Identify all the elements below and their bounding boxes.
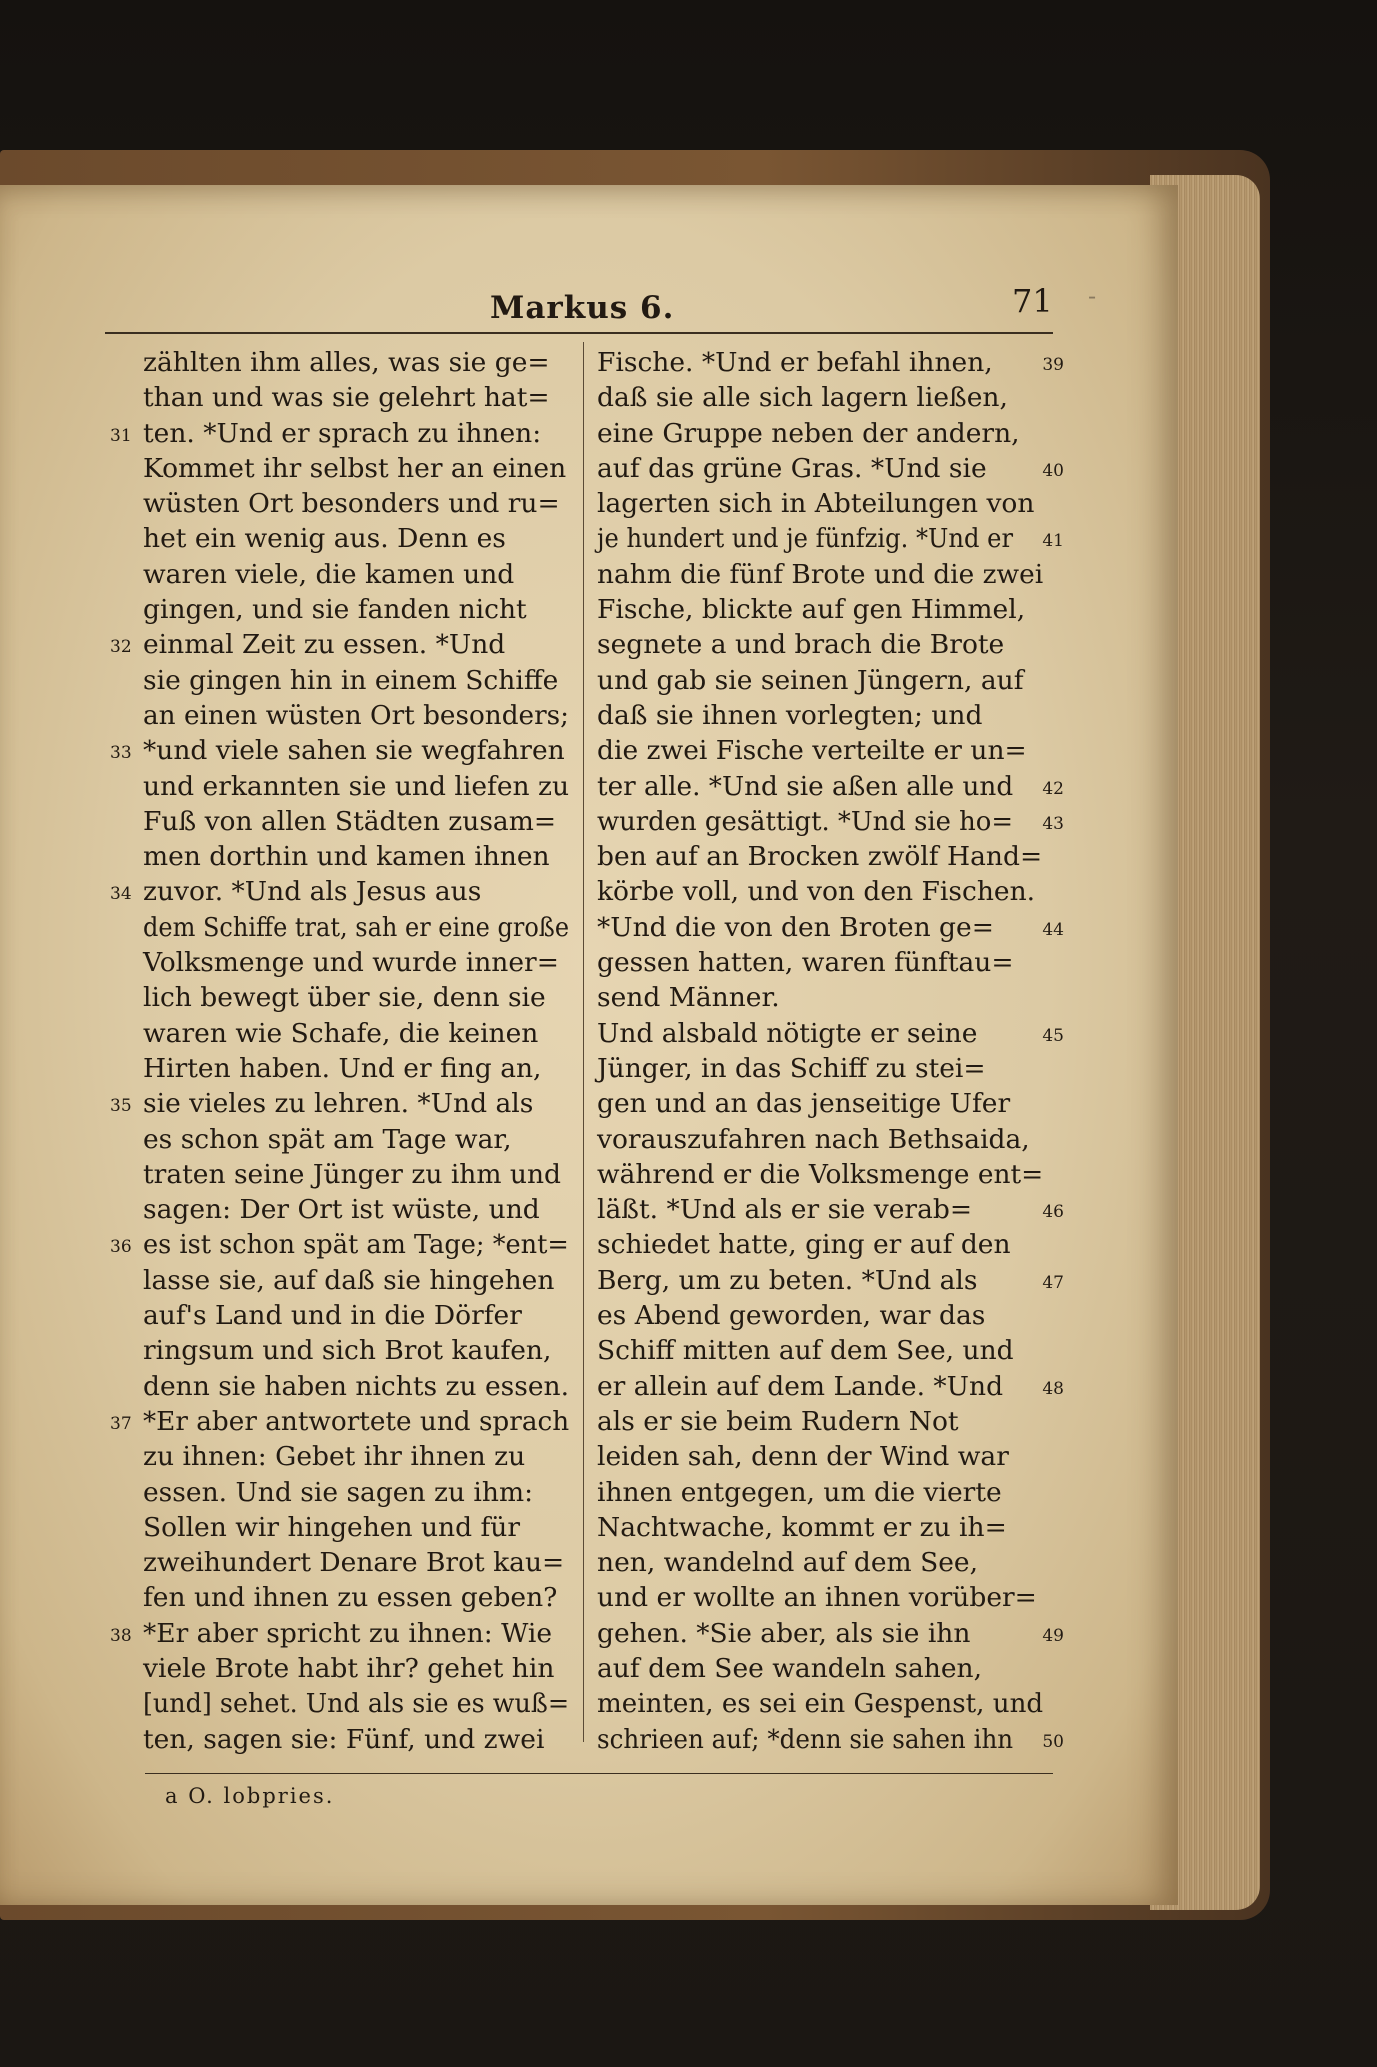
text-line bbox=[143, 663, 573, 698]
text-line bbox=[110, 874, 573, 909]
line-text: ihnen entgegen, um die vierte bbox=[597, 1476, 1002, 1508]
text-line bbox=[143, 1439, 573, 1474]
line-text: Kommet ihr selbst her an einen bbox=[143, 452, 567, 484]
text-line bbox=[597, 769, 1064, 804]
text-line bbox=[143, 1333, 573, 1368]
text-line bbox=[143, 557, 573, 592]
text-line bbox=[597, 1439, 1047, 1474]
line-text: die zwei Fische verteilte er un= bbox=[597, 735, 1027, 767]
verse-number: 38 bbox=[110, 1625, 132, 1646]
verse-number: 34 bbox=[110, 884, 132, 905]
text-line bbox=[143, 1192, 573, 1227]
text-line bbox=[597, 345, 1064, 380]
text-line bbox=[143, 1369, 573, 1404]
line-text: leiden sah, denn der Wind war bbox=[597, 1441, 1009, 1473]
line-text: zählten ihm alles, was sie ge= bbox=[143, 347, 550, 378]
verse-number: 47 bbox=[1042, 1272, 1064, 1293]
line-text: Fuß von allen Städten zusam= bbox=[143, 805, 557, 837]
footnote: a O. lobpries. bbox=[165, 1784, 335, 1808]
line-text: lasse sie, auf daß sie hingehen bbox=[143, 1264, 555, 1296]
line-text: sie gingen hin in einem Schiffe bbox=[143, 664, 559, 696]
line-text: Und alsbald nötigte er seine bbox=[597, 1017, 978, 1049]
line-text: Volksmenge und wurde inner= bbox=[143, 947, 559, 979]
line-text: viele Brote habt ihr? gehet hin bbox=[143, 1652, 555, 1684]
text-line bbox=[597, 486, 1047, 521]
text-line bbox=[597, 451, 1064, 486]
verse-number: 35 bbox=[110, 1096, 132, 1117]
text-line bbox=[143, 345, 573, 380]
text-line bbox=[597, 627, 1047, 662]
text-line bbox=[143, 1263, 573, 1298]
text-line bbox=[597, 1086, 1047, 1121]
text-line bbox=[143, 804, 573, 839]
text-line bbox=[597, 592, 1047, 627]
verse-number: 42 bbox=[1042, 778, 1064, 799]
text-line bbox=[597, 1157, 1047, 1192]
line-text: *Er aber spricht zu ihnen: Wie bbox=[143, 1617, 553, 1649]
text-line bbox=[110, 1086, 573, 1121]
column-rule bbox=[583, 342, 584, 1742]
verse-number: 32 bbox=[110, 637, 132, 658]
left-column bbox=[110, 345, 573, 1757]
text-line bbox=[143, 1298, 573, 1333]
line-text: traten seine Jünger zu ihm und bbox=[143, 1158, 562, 1190]
verse-number: 36 bbox=[110, 1237, 132, 1258]
line-text: auf dem See wandeln sahen, bbox=[597, 1652, 983, 1684]
text-line bbox=[597, 1122, 1047, 1157]
line-text: und erkannten sie und liefen zu bbox=[143, 770, 570, 802]
line-text: lich bewegt über sie, denn sie bbox=[143, 982, 546, 1014]
line-text: während er die Volksmenge ent= bbox=[597, 1158, 1044, 1190]
line-text: nahm die fünf Brote und die zwei bbox=[597, 558, 1044, 590]
line-text: je hundert und je fünfzig. *Und er bbox=[597, 523, 1014, 555]
text-line bbox=[143, 1580, 573, 1615]
text-line bbox=[597, 1051, 1047, 1086]
text-line bbox=[143, 1475, 573, 1510]
text-line bbox=[597, 521, 1064, 556]
text-line bbox=[143, 945, 573, 980]
text-line bbox=[143, 769, 573, 804]
text-line bbox=[597, 910, 1064, 945]
text-line bbox=[597, 1369, 1064, 1404]
line-text: nen, wandelnd auf dem See, bbox=[597, 1547, 979, 1579]
text-line bbox=[597, 874, 1047, 909]
text-line bbox=[597, 839, 1047, 874]
text-line bbox=[597, 804, 1064, 839]
verse-number: 33 bbox=[110, 743, 132, 764]
line-text: eine Gruppe neben der andern, bbox=[597, 417, 1020, 449]
text-line bbox=[143, 451, 573, 486]
text-line bbox=[143, 1686, 573, 1721]
line-text: er allein auf dem Lande. *Und bbox=[597, 1370, 1004, 1402]
verse-number: 50 bbox=[1042, 1731, 1064, 1752]
text-line bbox=[143, 980, 573, 1015]
line-text: [und] sehet. Und als sie es wuß= bbox=[143, 1688, 570, 1720]
text-line bbox=[597, 1616, 1064, 1651]
text-line bbox=[597, 1298, 1047, 1333]
line-text: Fische. *Und er befahl ihnen, bbox=[597, 347, 993, 378]
text-line bbox=[597, 1016, 1064, 1051]
text-line bbox=[597, 1686, 1047, 1721]
line-text: zweihundert Denare Brot kau= bbox=[143, 1547, 565, 1579]
verse-number: 48 bbox=[1042, 1378, 1064, 1399]
line-text: schiedet hatte, ging er auf den bbox=[597, 1229, 1011, 1261]
line-text: *Er aber antwortete und sprach bbox=[143, 1405, 570, 1437]
text-line bbox=[110, 416, 573, 451]
text-line bbox=[597, 1651, 1047, 1686]
header-rule bbox=[105, 332, 1053, 334]
line-text: send Männer. bbox=[597, 982, 780, 1014]
line-text: es schon spät am Tage war, bbox=[143, 1123, 512, 1155]
line-text: und gab sie seinen Jüngern, auf bbox=[597, 664, 1024, 696]
line-text: zuvor. *Und als Jesus aus bbox=[143, 876, 482, 908]
text-line bbox=[143, 592, 573, 627]
line-text: und er wollte an ihnen vorüber= bbox=[597, 1582, 1037, 1614]
line-text: dem Schiffe trat, sah er eine große bbox=[143, 911, 570, 943]
line-text: than und was sie gelehrt hat= bbox=[143, 382, 550, 414]
text-line bbox=[597, 663, 1047, 698]
text-line bbox=[597, 1227, 1047, 1262]
verse-number: 41 bbox=[1042, 531, 1064, 552]
right-column bbox=[597, 345, 1064, 1757]
text-line bbox=[597, 1475, 1047, 1510]
verse-number: 40 bbox=[1042, 460, 1064, 481]
text-line bbox=[143, 1122, 573, 1157]
text-line bbox=[597, 1580, 1047, 1615]
text-line bbox=[597, 416, 1047, 451]
verse-number: 49 bbox=[1042, 1625, 1064, 1646]
line-text: ten. *Und er sprach zu ihnen: bbox=[143, 417, 542, 449]
line-text: fen und ihnen zu essen geben? bbox=[143, 1582, 558, 1614]
verse-number: 45 bbox=[1042, 1025, 1064, 1046]
line-text: Schiff mitten auf dem See, und bbox=[597, 1335, 1014, 1367]
text-line bbox=[143, 839, 573, 874]
line-text: auf's Land und in die Dörfer bbox=[143, 1300, 522, 1332]
line-text: Nachtwache, kommt er zu ih= bbox=[597, 1511, 1007, 1543]
verse-number: 43 bbox=[1042, 813, 1064, 834]
line-text: einmal Zeit zu essen. *Und bbox=[143, 629, 506, 661]
text-line bbox=[597, 1192, 1064, 1227]
text-line bbox=[143, 1051, 573, 1086]
text-line bbox=[597, 1545, 1047, 1580]
line-text: auf das grüne Gras. *Und sie bbox=[597, 452, 987, 484]
margin-mark: - bbox=[1088, 282, 1097, 310]
running-head: Markus 6. bbox=[490, 290, 675, 326]
line-text: gingen, und sie fanden nicht bbox=[143, 594, 527, 626]
text-line bbox=[110, 627, 573, 662]
text-line bbox=[143, 1651, 573, 1686]
text-line bbox=[143, 1722, 573, 1757]
line-text: ringsum und sich Brot kaufen, bbox=[143, 1335, 552, 1367]
line-text: wüsten Ort besonders und ru= bbox=[143, 488, 560, 520]
line-text: läßt. *Und als er sie verab= bbox=[597, 1194, 973, 1226]
line-text: ter alle. *Und sie aßen alle und bbox=[597, 770, 1014, 802]
line-text: daß sie alle sich lagern ließen, bbox=[597, 382, 1008, 414]
line-text: wurden gesättigt. *Und sie ho= bbox=[597, 805, 1014, 837]
text-line bbox=[597, 980, 1047, 1015]
text-line bbox=[597, 698, 1047, 733]
line-text: Hirten haben. Und er fing an, bbox=[143, 1052, 542, 1084]
line-text: Jünger, in das Schiff zu stei= bbox=[597, 1052, 986, 1084]
text-line bbox=[143, 1510, 573, 1545]
line-text: zu ihnen: Gebet ihr ihnen zu bbox=[143, 1441, 526, 1473]
line-text: an einen wüsten Ort besonders; bbox=[143, 699, 570, 731]
line-text: ben auf an Brocken zwölf Hand= bbox=[597, 841, 1043, 873]
line-text: sagen: Der Ort ist wüste, und bbox=[143, 1194, 540, 1226]
line-text: essen. Und sie sagen zu ihm: bbox=[143, 1476, 534, 1508]
line-text: waren viele, die kamen und bbox=[143, 558, 515, 590]
line-text: Sollen wir hingehen und für bbox=[143, 1511, 521, 1543]
text-line bbox=[597, 733, 1047, 768]
text-line bbox=[110, 733, 573, 768]
text-line bbox=[110, 1227, 573, 1262]
line-text: schrieen auf; *denn sie sahen ihn bbox=[597, 1723, 1014, 1755]
line-text: lagerten sich in Abteilungen von bbox=[597, 488, 1035, 520]
line-text: *Und die von den Broten ge= bbox=[597, 911, 994, 943]
text-line bbox=[143, 380, 573, 415]
line-text: es Abend geworden, war das bbox=[597, 1300, 986, 1332]
line-text: gen und an das jenseitige Ufer bbox=[597, 1088, 1011, 1120]
text-line bbox=[597, 1333, 1047, 1368]
text-line bbox=[143, 486, 573, 521]
text-line bbox=[143, 698, 573, 733]
verse-number: 44 bbox=[1042, 919, 1064, 940]
line-text: sie vieles zu lehren. *Und als bbox=[143, 1088, 534, 1120]
text-line bbox=[143, 1157, 573, 1192]
line-text: meinten, es sei ein Gespenst, und bbox=[597, 1688, 1044, 1720]
text-line bbox=[143, 1016, 573, 1051]
line-text: het ein wenig aus. Denn es bbox=[143, 523, 506, 555]
line-text: waren wie Schafe, die keinen bbox=[143, 1017, 539, 1049]
line-text: denn sie haben nichts zu essen. bbox=[143, 1370, 570, 1402]
text-line bbox=[597, 1404, 1047, 1439]
line-text: als er sie beim Rudern Not bbox=[597, 1405, 959, 1437]
line-text: Berg, um zu beten. *Und als bbox=[597, 1264, 978, 1296]
text-line bbox=[597, 1263, 1064, 1298]
text-line bbox=[110, 1404, 573, 1439]
text-line bbox=[597, 1510, 1047, 1545]
text-line bbox=[143, 910, 573, 945]
verse-number: 39 bbox=[1042, 355, 1064, 375]
verse-number: 46 bbox=[1042, 1202, 1064, 1223]
line-text: körbe voll, und von den Fischen. bbox=[597, 876, 1036, 908]
footnote-rule bbox=[145, 1773, 1053, 1774]
text-line bbox=[597, 557, 1047, 592]
line-text: gehen. *Sie aber, als sie ihn bbox=[597, 1617, 971, 1649]
line-text: es ist schon spät am Tage; *ent= bbox=[143, 1229, 569, 1261]
text-line bbox=[110, 1616, 573, 1651]
line-text: ten, sagen sie: Fünf, und zwei bbox=[143, 1723, 545, 1755]
line-text: Fische, blickte auf gen Himmel, bbox=[597, 594, 1026, 626]
text-line bbox=[597, 1722, 1064, 1757]
line-text: segnete a und brach die Brote bbox=[597, 629, 1005, 661]
line-text: vorauszufahren nach Bethsaida, bbox=[597, 1123, 1030, 1155]
text-line bbox=[597, 380, 1047, 415]
verse-number: 37 bbox=[110, 1413, 132, 1434]
text-line bbox=[143, 521, 573, 556]
line-text: gessen hatten, waren fünftau= bbox=[597, 947, 1014, 979]
text-line bbox=[597, 945, 1047, 980]
verse-number: 31 bbox=[110, 425, 132, 446]
line-text: men dorthin und kamen ihnen bbox=[143, 841, 550, 873]
line-text: daß sie ihnen vorlegten; und bbox=[597, 699, 983, 731]
text-line bbox=[143, 1545, 573, 1580]
line-text: *und viele sahen sie wegfahren bbox=[143, 735, 565, 767]
page-number: 71 bbox=[1012, 282, 1053, 320]
